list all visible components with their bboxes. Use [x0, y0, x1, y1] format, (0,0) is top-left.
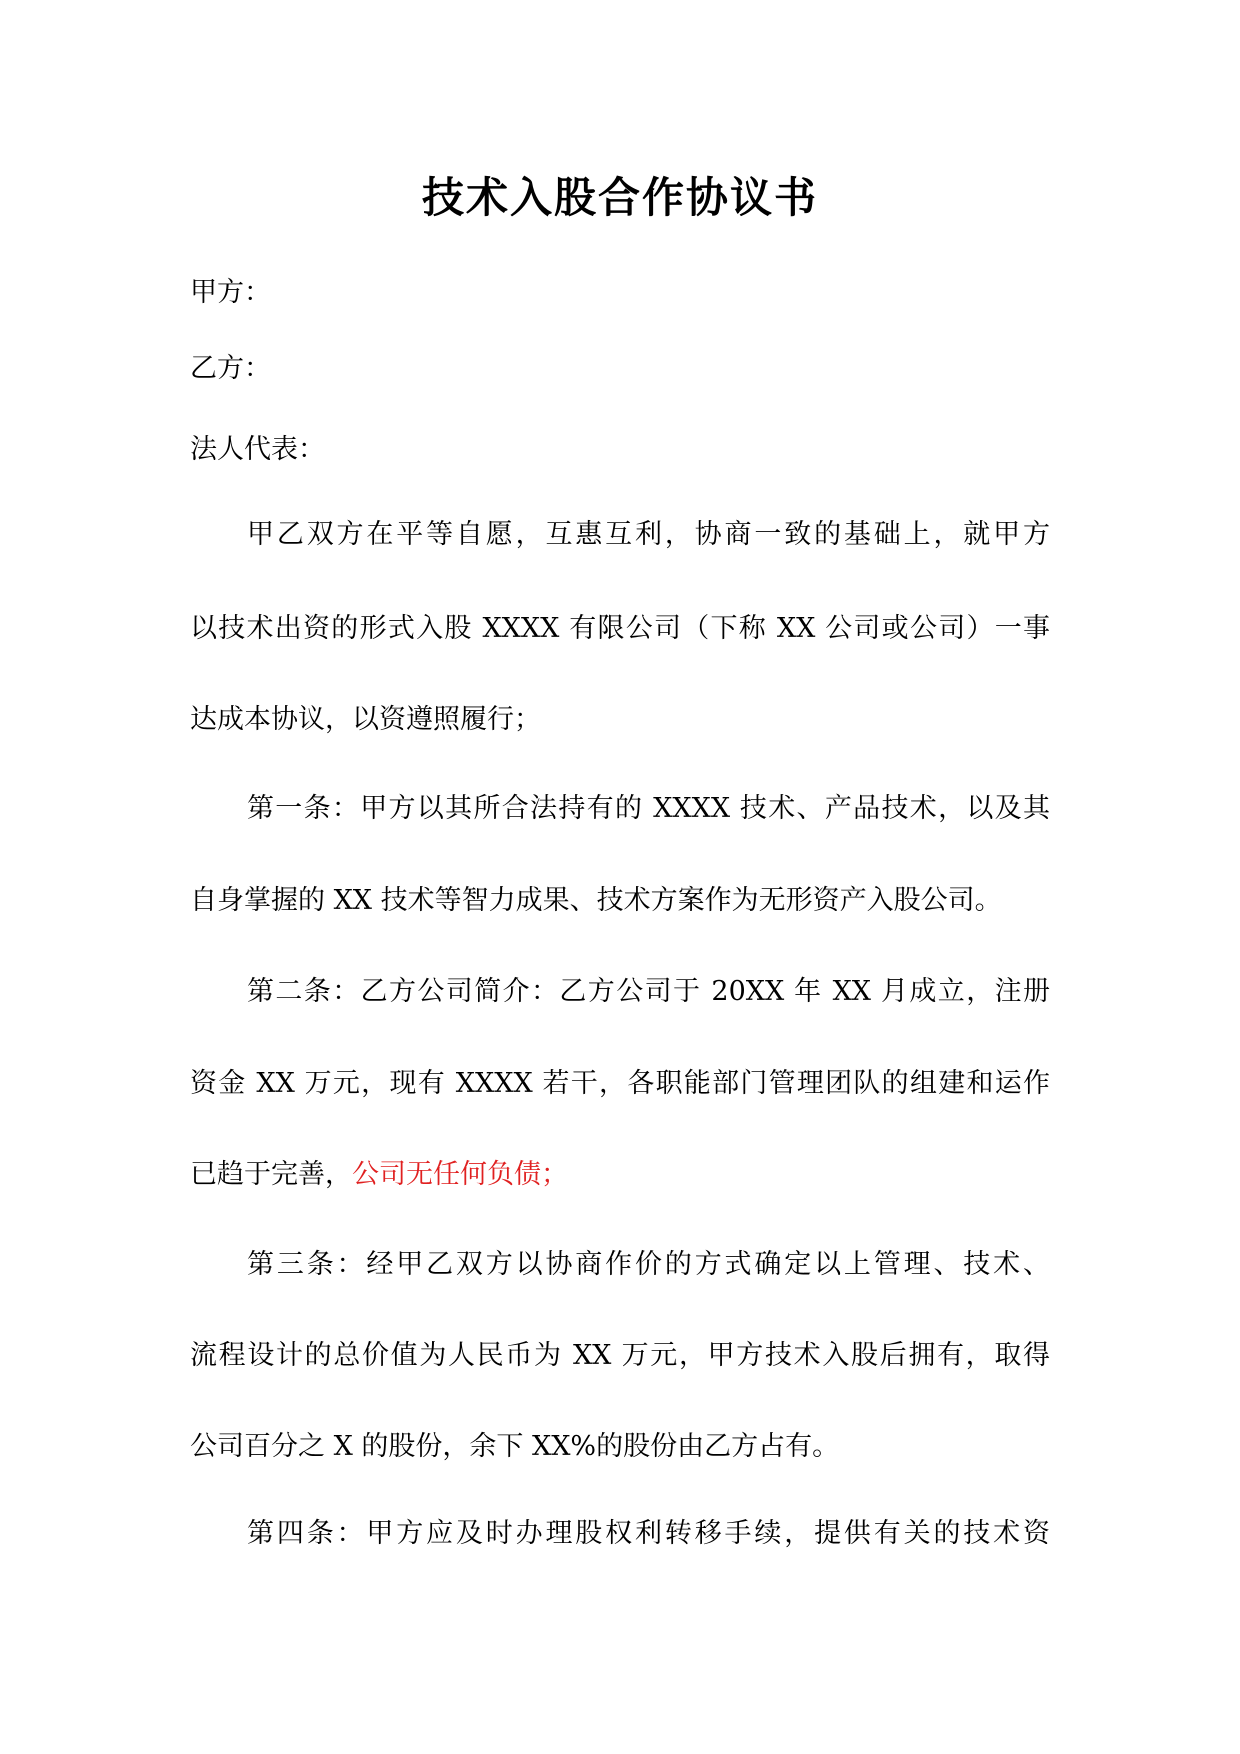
no-debt-highlight: 公司无任何负债； [352, 1159, 568, 1190]
article-3-line: 流程设计的总价值为人民币为 XX 万元，甲方技术入股后拥有，取得 [190, 1340, 1050, 1371]
preamble-line: 以技术出资的形式入股 XXXX 有限公司（下称 XX 公司或公司）一事 [190, 613, 1050, 644]
article-2-line: 第二条：乙方公司简介：乙方公司于 20XX 年 XX 月成立，注册 [247, 976, 1050, 1007]
article-2-line [190, 1155, 1050, 1195]
article-1-line: 第一条：甲方以其所合法持有的 XXXX 技术、产品技术，以及其 [247, 793, 1050, 824]
legal-representative-label: 法人代表： [190, 434, 325, 465]
article-2-line: 资金 XX 万元，现有 XXXX 若干，各职能部门管理团队的组建和运作 [190, 1068, 1050, 1099]
preamble-line: 甲乙双方在平等自愿，互惠互利，协商一致的基础上，就甲方 [247, 519, 1050, 550]
article-3-line: 公司百分之 X 的股份，余下 XX%的股份由乙方占有。 [190, 1431, 840, 1462]
article-1-line: 自身掌握的 XX 技术等智力成果、技术方案作为无形资产入股公司。 [190, 885, 1002, 916]
party-a-label: 甲方： [190, 277, 271, 308]
article-2-text: 已趋于完善， [190, 1159, 352, 1190]
preamble-line: 达成本协议，以资遵照履行； [190, 704, 541, 735]
article-4-line: 第四条：甲方应及时办理股权利转移手续，提供有关的技术资 [247, 1518, 1050, 1549]
article-3-line: 第三条：经甲乙双方以协商作价的方式确定以上管理、技术、 [247, 1249, 1050, 1280]
party-b-label: 乙方： [190, 353, 271, 384]
document-title: 技术入股合作协议书 [421, 173, 818, 222]
